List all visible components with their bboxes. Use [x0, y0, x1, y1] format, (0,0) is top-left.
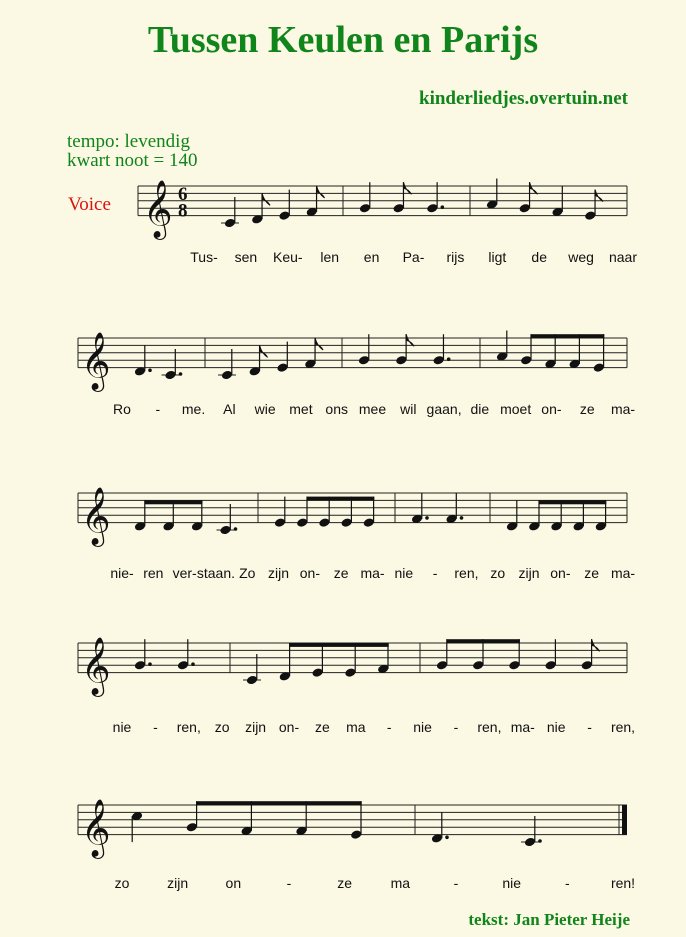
lyric-syllable: de [531, 249, 547, 265]
treble-clef-icon: 𝄞 [81, 636, 111, 695]
note-dot [447, 357, 451, 361]
note-flag [262, 193, 270, 205]
lyric-syllable: en [363, 249, 380, 265]
note-dot [538, 839, 542, 843]
lyric-syllable: ze [315, 719, 330, 735]
lyric-syllable: on- [299, 565, 320, 581]
tempo-text: tempo: levendig [67, 131, 190, 152]
lyric-syllable: me. [181, 401, 206, 417]
lyric-syllable: naar [608, 249, 638, 265]
lyric-syllable: zo [214, 719, 230, 735]
lyric-syllable: zo [114, 875, 130, 891]
lyric-syllable: ze [579, 401, 595, 417]
note-flag [592, 639, 600, 651]
note-flag [260, 345, 268, 357]
lyric-syllable: on [225, 875, 242, 891]
treble-clef-icon: 𝄞 [81, 798, 111, 857]
lyric-syllable: ver- [172, 565, 197, 581]
note-flag [315, 338, 323, 350]
lyric-syllable: nie [502, 875, 522, 891]
lyric-syllable: ren, [610, 719, 636, 735]
lyric-syllable: nie [546, 719, 566, 735]
lyric-syllable: Tus- [190, 249, 218, 265]
lyric-syllable: on- [278, 719, 300, 735]
metronome-text: kwart noot = 140 [67, 150, 198, 171]
lyric-syllable: gaan, [426, 401, 462, 417]
final-bar-thick [622, 805, 627, 835]
lyric-syllable: Zo [239, 565, 256, 581]
voice-label: Voice [68, 194, 111, 215]
lyric-syllable: ma- [610, 565, 636, 581]
lyric-syllable: ze [584, 565, 600, 581]
lyric-syllable: ma [346, 719, 366, 735]
treble-clef-icon: 𝄞 [143, 179, 173, 238]
lyric-syllable: zo [490, 565, 506, 581]
lyric-syllable: on- [541, 401, 562, 417]
lyric-syllable: nie [112, 719, 132, 735]
lyric-syllable: rijs [446, 249, 465, 265]
note-flag [595, 190, 603, 202]
lyric-syllable: ons [325, 401, 349, 417]
note-dot [179, 372, 183, 376]
lyric-syllable: zijn [518, 565, 540, 581]
lyric-syllable: nie- [110, 565, 134, 581]
lyric-syllable: Keu- [273, 249, 303, 265]
lyric-syllable: zijn [268, 565, 290, 581]
lyric-syllable: ligt [488, 249, 507, 265]
note-dot [148, 662, 152, 666]
note-dot [460, 516, 464, 520]
lyric-syllable: Al [223, 401, 236, 417]
lyric-syllable: on- [550, 565, 571, 581]
treble-clef-icon: 𝄞 [81, 331, 111, 390]
note-flag [403, 182, 411, 194]
lyric-syllable: met [289, 401, 313, 417]
time-signature-top: 6 [178, 184, 188, 205]
lyric-syllable: wie [254, 401, 276, 417]
lyric-syllable: len [320, 249, 340, 265]
beam [307, 497, 375, 501]
note-dot [425, 516, 429, 520]
lyric-syllable: sen [234, 249, 258, 265]
lyric-syllable: - [153, 719, 158, 735]
lyric-syllable: ren [143, 565, 164, 581]
lyric-syllable: - [453, 719, 459, 735]
note-flag [317, 186, 325, 198]
lyric-syllable: - [286, 875, 292, 891]
lyric-syllable: - [564, 875, 570, 891]
note-dot [445, 836, 449, 840]
lyric-syllable: ma- [360, 565, 385, 581]
website-link[interactable]: kinderliedjes.overtuin.net [419, 88, 628, 109]
lyric-syllable: ren, [477, 719, 502, 735]
beam [196, 801, 361, 805]
lyric-syllable: ma [390, 875, 411, 891]
note-flag [406, 334, 414, 346]
lyric-syllable: ren! [610, 875, 636, 891]
lyric-syllable: ze [333, 565, 349, 581]
lyric-syllable: weg [568, 249, 594, 265]
time-signature-bottom: 8 [178, 200, 188, 222]
lyric-syllable: ze [337, 875, 353, 891]
lyric-syllable: Ro [113, 401, 131, 417]
lyric-syllable: - [432, 565, 438, 581]
lyric-syllable: die [470, 401, 490, 417]
lyric-syllable: ma- [510, 719, 535, 735]
lyric-syllable: ren, [176, 719, 201, 735]
note-dot [148, 369, 152, 373]
lyric-syllable: ren, [454, 565, 479, 581]
note-dot [234, 527, 238, 531]
lyric-syllable: zijn [167, 875, 189, 891]
lyric-syllable: nie [394, 565, 414, 581]
beam [289, 643, 388, 647]
song-title: Tussen Keulen en Parijs [147, 19, 539, 61]
lyric-syllable: - [587, 719, 592, 735]
beam [539, 500, 607, 504]
beam [531, 334, 605, 338]
lyricist-credit: tekst: Jan Pieter Heije [468, 910, 630, 929]
note-dot [191, 662, 195, 666]
note-dot [441, 205, 445, 209]
lyric-syllable: zijn [245, 719, 267, 735]
treble-clef-icon: 𝄞 [81, 486, 111, 545]
lyric-syllable: Pa- [402, 249, 425, 265]
lyric-syllable: - [386, 719, 392, 735]
lyric-syllable: - [453, 875, 459, 891]
lyric-syllable: staan. [196, 565, 236, 581]
note-flag [530, 182, 538, 194]
lyric-syllable: ma- [610, 401, 636, 417]
lyric-syllable: moet [500, 401, 532, 417]
lyric-syllable: nie [413, 719, 432, 735]
lyric-syllable: wil [400, 401, 417, 417]
lyric-syllable: mee [358, 401, 387, 417]
lyric-syllable: - [155, 401, 161, 417]
